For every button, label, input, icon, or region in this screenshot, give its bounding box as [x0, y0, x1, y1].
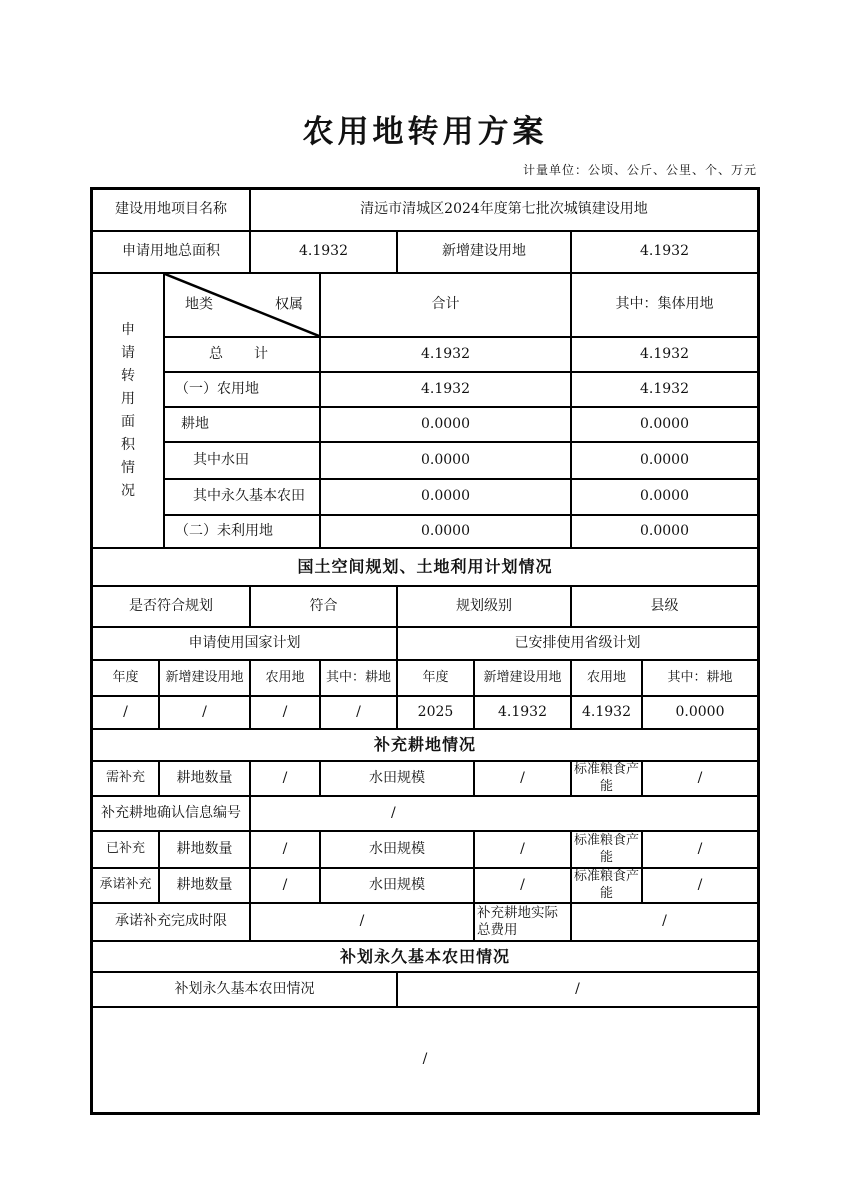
deadline-row [93, 904, 757, 942]
val-cultivated-2: 0.0000 [675, 703, 725, 720]
new-construction-label: 新增建设用地 [398, 232, 572, 272]
plan-level-value: 县级 [650, 597, 679, 614]
project-name-label: 建设用地项目名称 [93, 190, 251, 230]
remark-value: / [422, 1051, 428, 1068]
plan-values-row [93, 697, 757, 730]
supplement-row-done: 已补充 耕地数量 / 水田规模 / 标准粮食产能 / [93, 832, 757, 869]
col-header-collective: 其中：集体用地 [615, 296, 714, 313]
basic-farmland-label: 补划永久基本农田情况 [93, 973, 398, 1006]
basic-farmland-row [93, 973, 757, 1008]
basic-farmland-value: / [575, 980, 580, 997]
project-name-row [93, 190, 757, 232]
conversion-row-permanent-farmland: 其中永久基本农田 0.0000 0.0000 [165, 480, 757, 516]
col-cultivated: 其中：耕地 [321, 661, 398, 695]
val-year: / [93, 697, 160, 728]
page-title: 农用地转用方案 [302, 114, 548, 150]
conversion-side-label: 申 请 转 用 面 积 情 况 [93, 274, 165, 547]
basic-farmland-section-title: 补划永久基本农田情况 [339, 946, 510, 966]
compliance-label: 是否符合规划 [93, 587, 251, 626]
col-year: 年度 [93, 661, 160, 695]
deadline-label: 承诺补充完成时限 [93, 904, 251, 940]
supplement-section-title: 补充耕地情况 [373, 735, 476, 754]
confirm-label: 补充耕地确认信息编号 [93, 797, 251, 830]
conversion-row-agricultural: （一）农用地 4.1932 4.1932 [165, 373, 757, 408]
land-conversion-form-table [90, 187, 760, 1115]
total-area-value: 4.1932 [251, 232, 398, 272]
project-name-value: 清远市清城区2024年度第七批次城镇建设用地 [360, 201, 648, 218]
plan-level-label: 规划级别 [398, 587, 572, 626]
conversion-row-cultivated: 耕地 0.0000 0.0000 [165, 408, 757, 443]
col-year-2: 年度 [398, 661, 475, 695]
planning-section-header-row [93, 549, 757, 587]
unit-note: 计量单位：公顷、公斤、公里、个、万元 [522, 163, 757, 177]
supplement-section-header-row [93, 730, 757, 762]
planning-section-title: 国土空间规划、土地利用计划情况 [297, 557, 553, 576]
basic-farmland-section-header-row [93, 942, 757, 973]
diag-landtype-label: 地类 [185, 296, 213, 313]
col-cultivated-2: 其中：耕地 [667, 669, 733, 685]
national-plan-label: 申请使用国家计划 [93, 628, 398, 659]
col-agricultural: 农用地 [251, 661, 321, 695]
provincial-plan-label: 已安排使用省级计划 [514, 634, 641, 651]
new-construction-value: 4.1932 [640, 243, 689, 260]
col-new-construction: 新增建设用地 [160, 661, 251, 695]
conversion-section [93, 274, 757, 549]
compliance-row [93, 587, 757, 628]
val-cultivated: / [321, 697, 398, 728]
cost-value: / [662, 913, 667, 930]
val-agricultural-2: 4.1932 [572, 697, 643, 728]
deadline-value: / [251, 904, 475, 940]
plan-columns-header-row [93, 661, 757, 697]
supplement-row-promised: 承诺补充 耕地数量 / 水田规模 / 标准粮食产能 / [93, 869, 757, 904]
supplement-confirm-row [93, 797, 757, 832]
conversion-header-row [165, 274, 757, 338]
col-agricultural-2: 农用地 [572, 661, 643, 695]
conversion-row-unused: （二）未利用地 0.0000 0.0000 [165, 516, 757, 547]
col-header-total: 合计 [321, 274, 572, 336]
confirm-value: / [391, 804, 396, 821]
compliance-value: 符合 [251, 587, 398, 626]
conversion-row-paddy: 其中水田 0.0000 0.0000 [165, 443, 757, 480]
col-new-construction-2: 新增建设用地 [475, 661, 572, 695]
val-new-construction: / [160, 697, 251, 728]
conversion-row-grand-total: 总 计 4.1932 4.1932 [165, 338, 757, 373]
supplement-row-need: 需补充 耕地数量 / 水田规模 / 标准粮食产能 / [93, 762, 757, 797]
diagonal-header-cell [165, 274, 321, 336]
total-area-row [93, 232, 757, 274]
val-year-2: 2025 [398, 697, 475, 728]
cost-label: 补充耕地实际总费用 [475, 904, 572, 940]
diag-ownership-label: 权属 [275, 296, 303, 313]
total-area-label: 申请用地总面积 [93, 232, 251, 272]
val-new-construction-2: 4.1932 [475, 697, 572, 728]
val-agricultural: / [251, 697, 321, 728]
remark-row [93, 1008, 757, 1112]
plan-type-row [93, 628, 757, 661]
